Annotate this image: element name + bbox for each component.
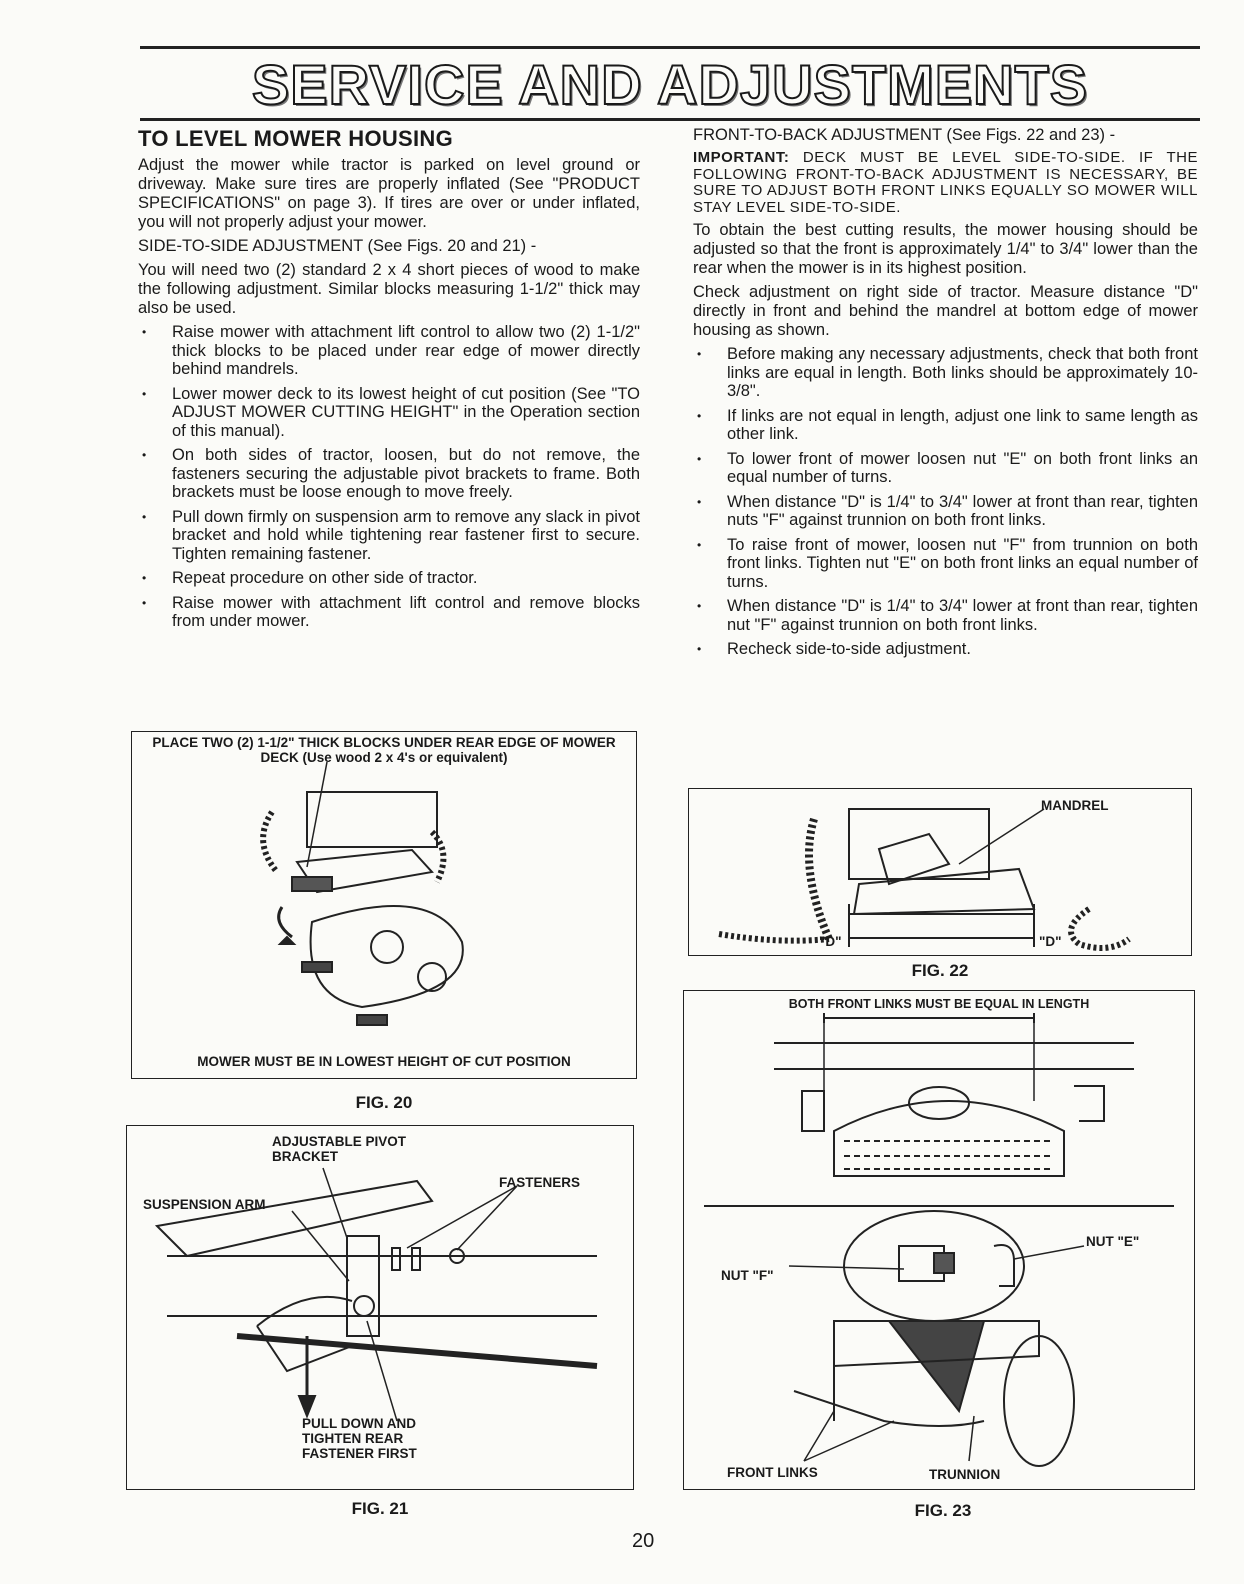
fig23-nut-f-label: NUT "F" [721,1268,774,1283]
side-to-side-heading: SIDE-TO-SIDE ADJUSTMENT (See Figs. 20 and 21) - [138,237,537,255]
front-to-back-steps [693,345,1198,659]
important-text: DECK MUST BE LEVEL SIDE-TO-SIDE. IF THE FOLLOWING FRONT-TO-BACK ADJUSTMENT IS NECESSARY, BE SURE TO ADJUST BOTH FRONT LINKS EQUALLY SO MOWER WILL STAY LEVEL SIDE-TO-SIDE. [693,149,1198,216]
fig21-bracket-label: ADJUSTABLE PIVOT BRACKET [272,1134,407,1164]
list-item: • Raise mower with attachment lift control to allow two (2) 1-1/2" thick blocks to be placed under rear edge of mower directly behind mandrels. [138,323,640,379]
fig22-d-label-front: "D" [819,934,842,949]
section-heading-level-mower: TO LEVEL MOWER HOUSING [138,126,454,151]
fig23-trunnion-label: TRUNNION [929,1467,1001,1482]
list-item: • Before making any necessary adjustments, check that both front links are equal in length. Both links should be approximately 10-3/8". [693,345,1198,401]
list-item: • When distance "D" is 1/4" to 3/4" lower at front than rear, tighten nut "F" against trunnion on both front links. [693,597,1198,634]
fig22-mandrel-label: MANDREL [1041,798,1109,813]
fig23-nut-e-label: NUT "E" [1086,1234,1140,1249]
figure-21-box [126,1125,634,1490]
list-item: • Lower mower deck to its lowest height of cut position (See "TO ADJUST MOWER CUTTING HEIGHT" in the Operation section of this manual). [138,385,640,441]
header-top-rule [140,46,1200,49]
figure-23-box [683,990,1195,1490]
left-column [138,126,640,637]
list-item: • Recheck side-to-side adjustment. [693,640,1198,659]
list-item: • To lower front of mower loosen nut "E" on both front links an equal number of turns. [693,450,1198,487]
fig23-label: FIG. 23 [914,1501,972,1520]
figure-22-box [688,788,1192,956]
list-item: • On both sides of tractor, loosen, but do not remove, the fasteners securing the adjustable pivot brackets to frame. Both brackets must be loose enough to move freely. [138,446,640,502]
side-to-side-intro: You will need two (2) standard 2 x 4 short pieces of wood to make the following adjustment. Similar blocks measuring 1-1/2" thick may also be used. [138,261,640,317]
figure-20-box [131,731,637,1079]
fig23-top-caption: BOTH FRONT LINKS MUST BE EQUAL IN LENGTH [788,997,1090,1011]
list-item: • To raise front of mower, loosen nut "F" from trunnion on both front links. Tighten nut "E" on both front links an equal number of turns. [693,536,1198,592]
fig22-label: FIG. 22 [911,961,969,980]
front-to-back-heading: FRONT-TO-BACK ADJUSTMENT (See Figs. 22 and 23) - [693,126,1116,144]
side-to-side-steps [138,323,640,631]
important-note [693,150,1198,216]
right-column [693,126,1198,665]
intro-paragraph: Adjust the mower while tractor is parked on level ground or driveway. Make sure tires are properly inflated (See "PRODUCT SPECIFICATIONS" on page 3). If tires are over or under inflated, you will not properly adjust your mower. [138,156,640,231]
list-item: • When distance "D" is 1/4" to 3/4" lower at front than rear, tighten nuts "F" against trunnion on both front links. [693,493,1198,530]
fig22-illustration [689,789,1191,955]
fig20-top-caption: PLACE TWO (2) 1-1/2" THICK BLOCKS UNDER REAR EDGE OF MOWER DECK (Use wood 2 x 4's or equivalent) [152,735,616,765]
fig20-bottom-caption: MOWER MUST BE IN LOWEST HEIGHT OF CUT POSITION [197,1054,571,1069]
fig23-front-links-label: FRONT LINKS [727,1465,818,1480]
fig21-fasteners-label: FASTENERS [499,1175,581,1190]
list-item: • Repeat procedure on other side of tractor. [138,569,640,588]
fig22-d-label-rear: "D" [1039,934,1062,949]
front-to-back-para-2: Check adjustment on right side of tractor. Measure distance "D" directly in front and behind the mandrel at bottom edge of mower housing as shown. [693,283,1198,339]
important-label: IMPORTANT: [693,149,790,166]
page-title: SERVICE AND ADJUSTMENTS [251,53,1089,116]
list-item: • If links are not equal in length, adjust one link to same length as other link. [693,407,1198,444]
fig21-pull-label: PULL DOWN AND TIGHTEN REAR FASTENER FIRST [302,1416,417,1461]
fig20-label: FIG. 20 [355,1093,413,1112]
header-bottom-rule [140,118,1200,121]
list-item: • Pull down firmly on suspension arm to remove any slack in pivot bracket and hold while tightening rear fastener first to secure. Tighten remaining fastener. [138,508,640,564]
fig21-label: FIG. 21 [351,1499,409,1518]
fig20-illustration [132,732,636,1078]
fig21-arm-label: SUSPENSION ARM [143,1197,266,1212]
page-number: 20 [632,1530,655,1552]
list-item: • Raise mower with attachment lift control and remove blocks from under mower. [138,594,640,631]
front-to-back-para-1: To obtain the best cutting results, the mower housing should be adjusted so that the front is approximately 1/4" to 3/4" lower than the rear when the mower is in its highest position. [693,221,1198,277]
